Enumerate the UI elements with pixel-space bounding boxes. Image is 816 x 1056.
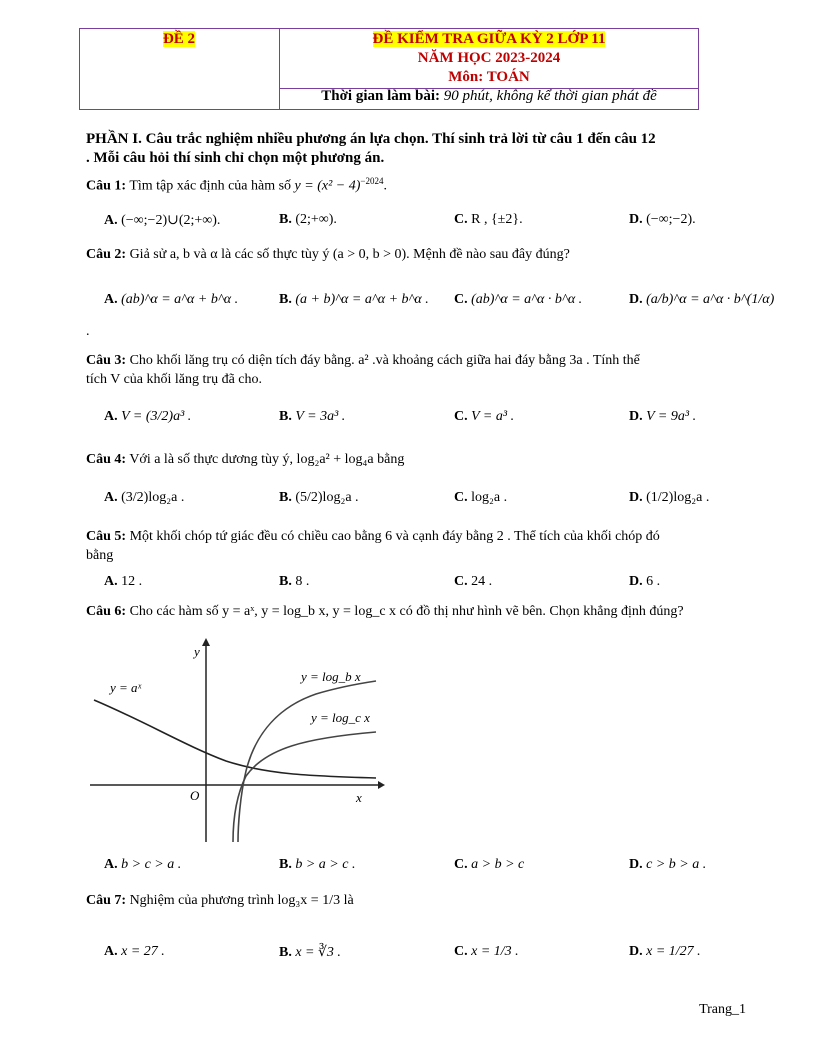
x-axis-arrow bbox=[378, 781, 385, 789]
part1-heading: PHẦN I. Câu trắc nghiệm nhiều phương án lựa chọn. Thí sinh trả lời từ câu 1 đến câu 12 bbox=[86, 131, 656, 147]
question-6: Câu 6: Cho các hàm số y = aˣ, y = log_b x, y = log_c x có đồ thị như hình vẽ bên. Chọn khẳng định đúng? bbox=[86, 604, 684, 619]
question-1: Câu 1: Tìm tập xác định của hàm số $y = (x^2 - 4)^{-2024}$. bbox=[86, 176, 387, 194]
q6-graph bbox=[86, 636, 386, 846]
curve-log-b-label: y = log_b x bbox=[301, 669, 361, 684]
q3-option-d[interactable]: D. V = 9a³ . bbox=[629, 409, 697, 424]
q3-option-c[interactable]: C. V = a³ . bbox=[454, 409, 515, 424]
q6-option-c[interactable]: C. a > b > c bbox=[454, 857, 525, 872]
q7-option-c[interactable]: C. x = 1/3 . bbox=[454, 944, 519, 959]
q7-option-a[interactable]: A. x = 27 . bbox=[104, 944, 165, 959]
q2-dot: . bbox=[86, 324, 90, 339]
exam-year: NĂM HỌC 2023-2024 bbox=[417, 50, 561, 66]
page-number: Trang_1 bbox=[699, 1002, 746, 1017]
exam-title: ĐỀ KIỂM TRA GIỮA KỲ 2 LỚP 11 bbox=[372, 31, 606, 47]
q7-option-b[interactable]: B. x = ∛3 . bbox=[279, 945, 341, 960]
question-3-line2: tích V của khối lăng trụ đã cho. bbox=[86, 372, 262, 387]
question-5-line2: bằng bbox=[86, 548, 114, 563]
q2-option-c[interactable]: C. (ab)^α = a^α · b^α . bbox=[454, 292, 583, 307]
q3-option-b[interactable]: B. V = 3a³ . bbox=[279, 409, 346, 424]
q5-option-a[interactable]: A. 12 . bbox=[104, 574, 143, 589]
curve-log-b bbox=[238, 681, 376, 842]
exam-code: ĐỀ 2 bbox=[162, 31, 196, 47]
part1-heading-2: . Mỗi câu hỏi thí sinh chỉ chọn một phương án. bbox=[86, 150, 385, 166]
question-5: Câu 5: Một khối chóp tứ giác đều có chiều cao bằng 6 và cạnh đáy bằng 2 . Thể tích của khối chóp đó bbox=[86, 529, 660, 544]
curve-log-c-label: y = log_c x bbox=[311, 710, 370, 725]
q5-option-b[interactable]: B. 8 . bbox=[279, 574, 310, 589]
q5-option-c[interactable]: C. 24 . bbox=[454, 574, 493, 589]
q4-option-a[interactable]: A. (3/2)log₂a . bbox=[104, 490, 185, 505]
q2-option-a[interactable]: A. (ab)^α = a^α + b^α . bbox=[104, 292, 239, 307]
question-3: Câu 3: Cho khối lăng trụ có diện tích đáy bằng. a² .và khoảng cách giữa hai đáy bằng 3a . Tính thể bbox=[86, 353, 640, 368]
y-label: y bbox=[194, 644, 200, 659]
exam-subject: Môn: TOÁN bbox=[448, 69, 530, 85]
q7-option-d[interactable]: D. x = 1/27 . bbox=[629, 944, 701, 959]
question-2: Câu 2: Giả sử a, b và α là các số thực tùy ý (a > 0, b > 0). Mệnh đề nào sau đây đúng? bbox=[86, 247, 570, 262]
q2-option-b[interactable]: B. (a + b)^α = a^α + b^α . bbox=[279, 292, 429, 307]
q6-option-b[interactable]: B. b > a > c . bbox=[279, 857, 356, 872]
question-4: Câu 4: Với a là số thực dương tùy ý, log₂a² + log₄a bằng bbox=[86, 452, 405, 467]
origin-label: O bbox=[190, 788, 200, 803]
q3-option-a[interactable]: A. V = (3/2)a³ . bbox=[104, 409, 192, 424]
q1-option-b[interactable]: B. (2;+∞). bbox=[279, 212, 337, 227]
q1-option-d[interactable]: D. (−∞;−2). bbox=[629, 212, 696, 227]
q6-option-d[interactable]: D. c > b > a . bbox=[629, 857, 707, 872]
q4-option-c[interactable]: C. log₂a . bbox=[454, 490, 508, 505]
curve-exp-label: y = aˣ bbox=[110, 680, 142, 695]
y-axis-arrow bbox=[202, 638, 210, 646]
q6-option-a[interactable]: A. b > c > a . bbox=[104, 857, 182, 872]
q1-option-a[interactable]: A. (−∞;−2)∪(2;+∞). bbox=[104, 213, 221, 228]
exam-time: Thời gian làm bài: 90 phút, không kể thời gian phát đề bbox=[321, 88, 657, 104]
q5-option-d[interactable]: D. 6 . bbox=[629, 574, 661, 589]
q2-option-d[interactable]: D. (a/b)^α = a^α · b^(1/α) bbox=[629, 292, 775, 307]
q4-option-b[interactable]: B. (5/2)log₂a . bbox=[279, 490, 359, 505]
q4-option-d[interactable]: D. (1/2)log₂a . bbox=[629, 490, 710, 505]
x-label: x bbox=[356, 790, 362, 805]
q1-option-c[interactable]: C. R , {±2}. bbox=[454, 212, 523, 227]
question-7: Câu 7: Nghiệm của phương trình log₃x = 1/3 là bbox=[86, 893, 354, 908]
